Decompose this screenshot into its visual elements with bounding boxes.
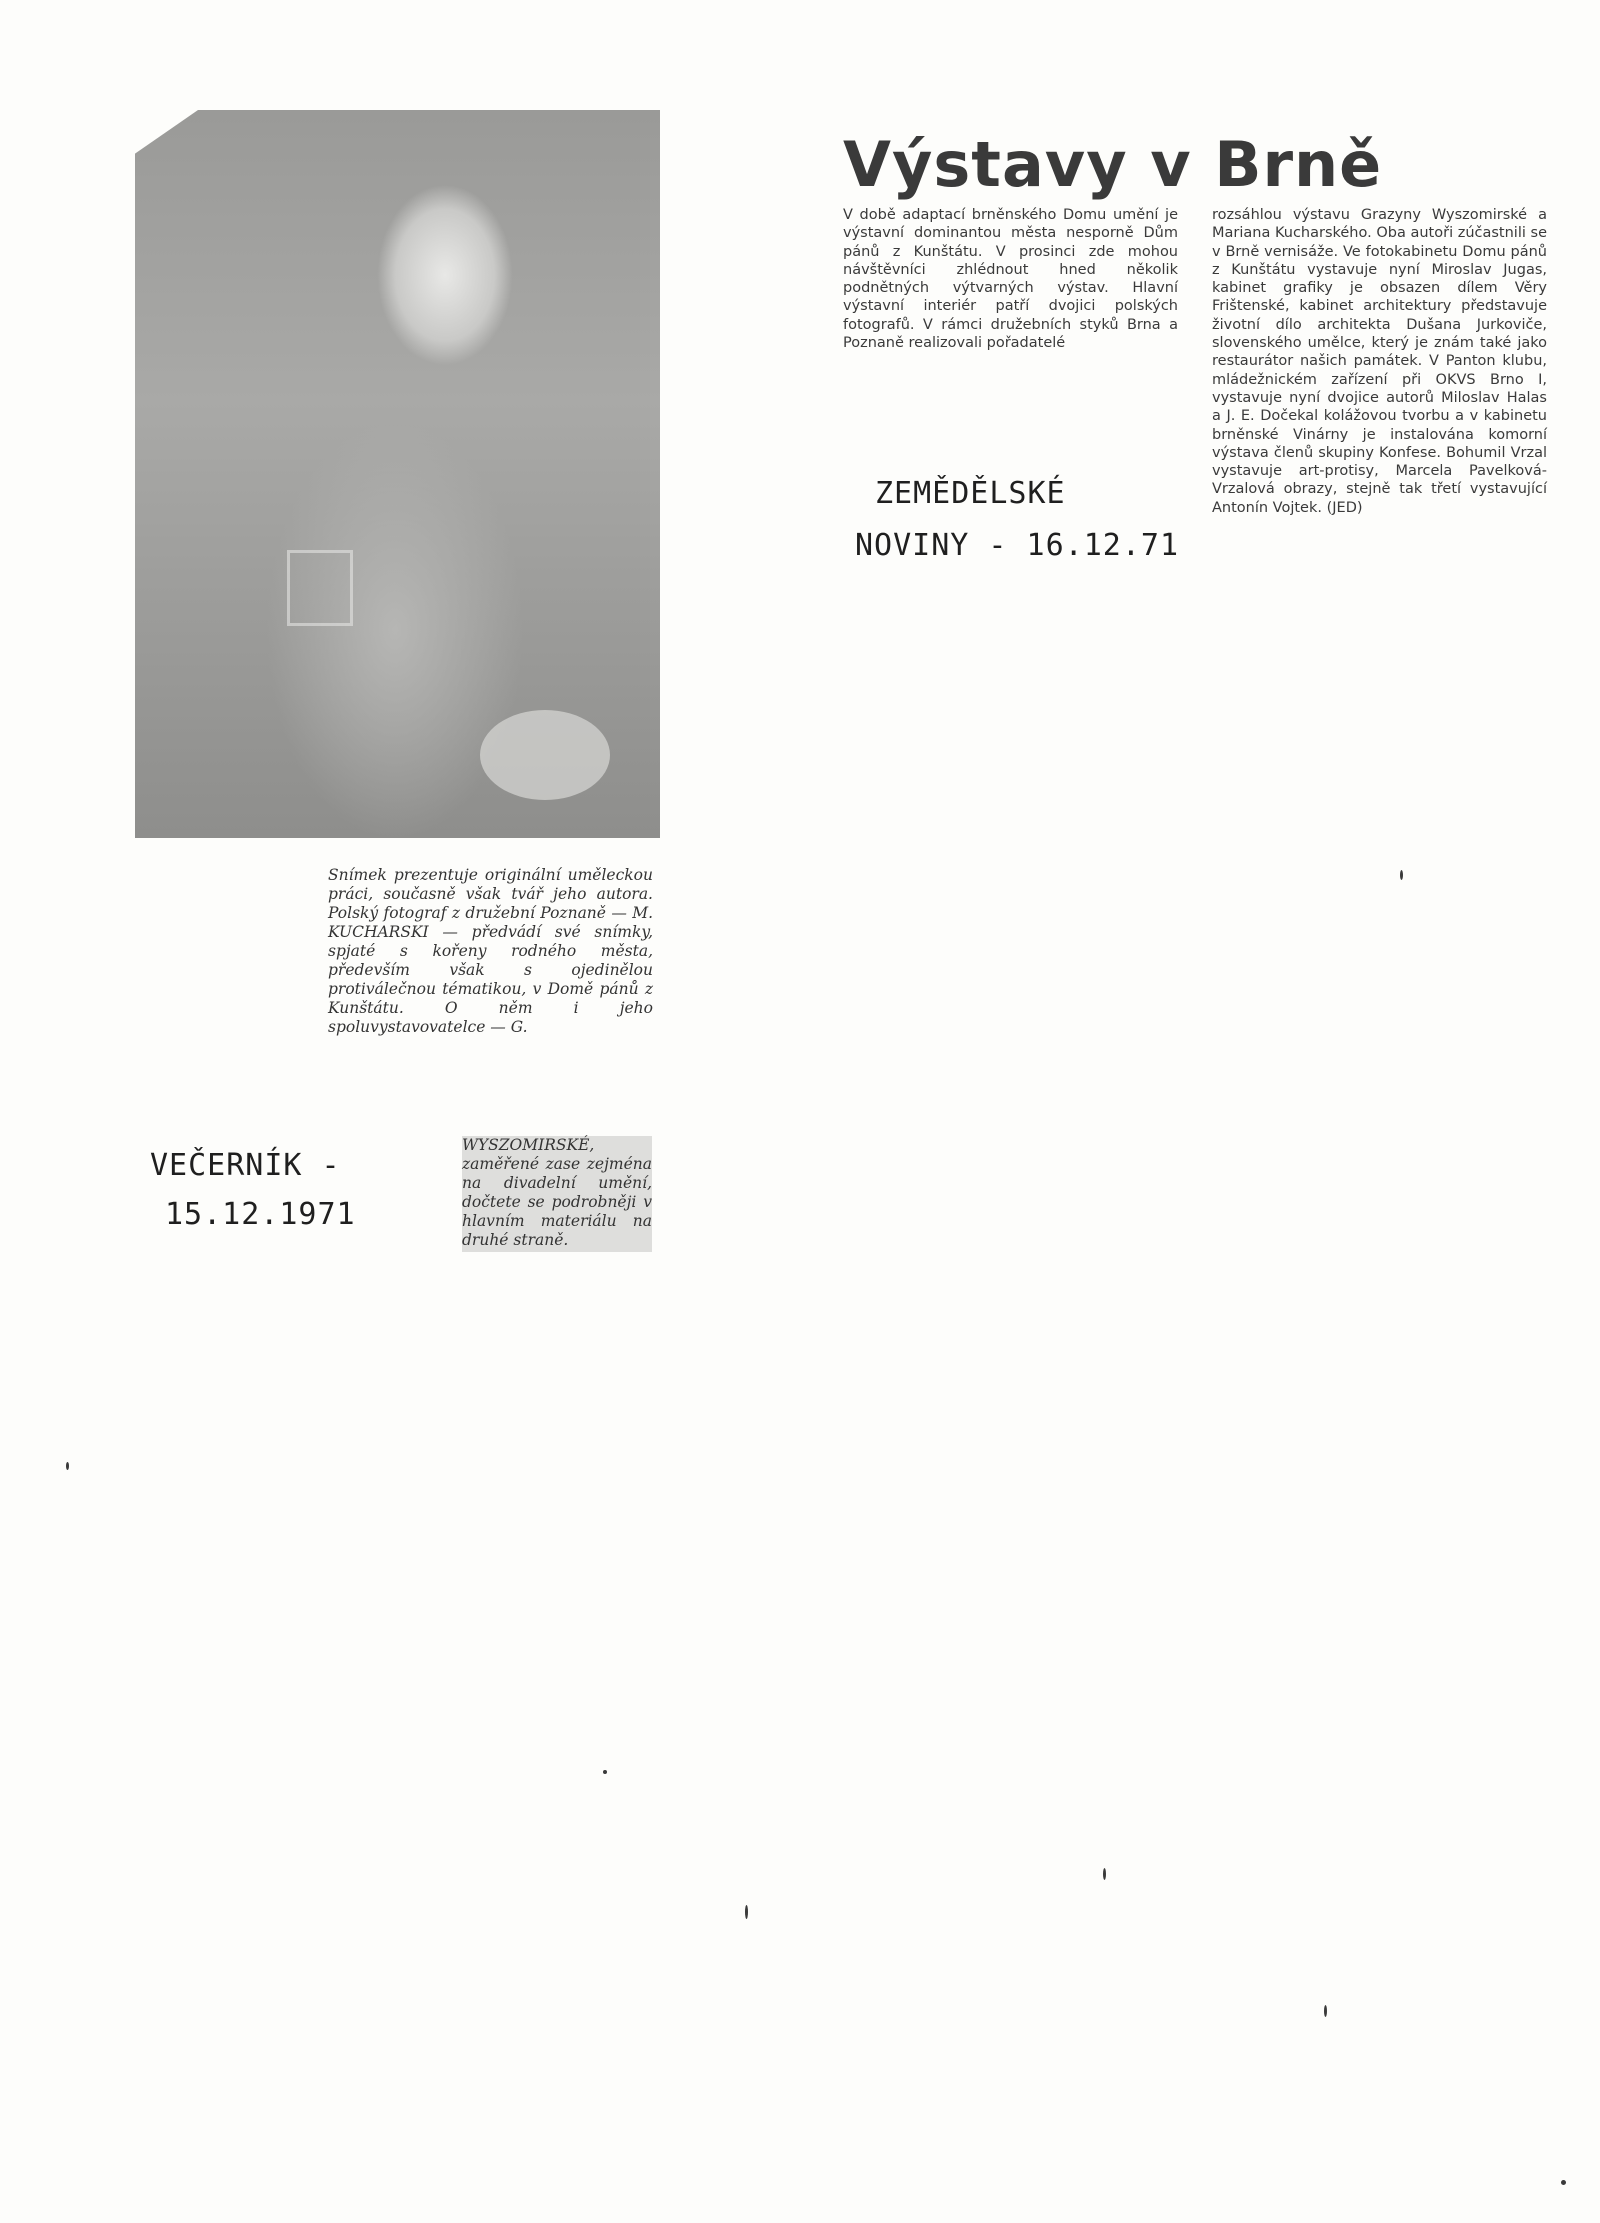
scan-speck <box>603 1770 607 1774</box>
photo-emblem <box>287 550 353 626</box>
scan-speck <box>66 1462 69 1470</box>
article-column-2: rozsáhlou výstavu Grazyny Wyszomirské a Mariana Kucharského. Oba autoři zúčastnili se v Brně vernisáže. Ve fotokabinetu Domu pánů z Kunštátu vystavuje nyní Miroslav Jugas, kabinet grafiky je obsazen dílem Věry Frištenské, kabinet architektury představuje životní dílo architekta Dušana Jurkoviče, slovenského umělce, který je znám také jako restaurátor našich památek. V Panton klubu, mládežnickém zařízení při OKVS Brno I, vystavuje nyní dvojice autorů Miloslav Halas a J. E. Dočekal kolážovou tvorbu a v kabinetu brněnské Vinárny je instalována komorní výstava členů skupiny Konfese. Bohumil Vrzal vystavuje art-protisy, Marcela Pavelková-Vrzalová obrazy, stejně tak třetí vystavující Antonín Vojtek. (JED) <box>1212 207 1547 516</box>
article-column-1: V době adaptací brněnského Domu umění je výstavní dominantou města nesporně Dům pánů z Kunštátu. V prosinci zde mohou návštěvníci zhlédnout hned několik podnětných výtvarných výstav. Hlavní výstavní interiér patří dvojici polských fotografů. V rámci družebních styků Brna a Poznaně realizovali pořadatelé <box>843 207 1178 352</box>
author-portrait-photo <box>135 110 660 838</box>
scan-speck <box>1400 870 1403 880</box>
scan-speck <box>1324 2005 1327 2017</box>
scan-speck <box>1103 1868 1106 1880</box>
caption-continuation: WYSZOMIRSKÉ, zaměřené zase zejména na divadelní umění, dočtete se podrobněji v hlavním materiálu na druhé straně. <box>462 1136 652 1249</box>
handwritten-source-zemedelske: ZEMĚDĚLSKÉ <box>875 476 1066 511</box>
caption-text: Snímek prezentuje originální uměleckou práci, současně však tvář jeho autora. Polský fotograf z družební Poznaně — M. KUCHARSKI — předvádí své snímky, spjaté s kořeny rodného města, především však s ojedinělou protiválečnou tématikou, v Domě pánů z Kunštátu. O něm i jeho spoluvystavovatelce — G. <box>328 866 653 1036</box>
handwritten-source-vecernik: VEČERNÍK - <box>150 1148 341 1183</box>
photo-caption <box>328 866 653 1037</box>
photo-hand <box>480 710 610 800</box>
article-headline: Výstavy v Brně <box>843 128 1383 201</box>
scan-speck <box>1561 2180 1566 2185</box>
handwritten-date-zemedelske: NOVINY - 16.12.71 <box>855 528 1180 563</box>
scan-speck <box>745 1905 748 1919</box>
handwritten-date-vecernik: 15.12.1971 <box>165 1197 356 1232</box>
